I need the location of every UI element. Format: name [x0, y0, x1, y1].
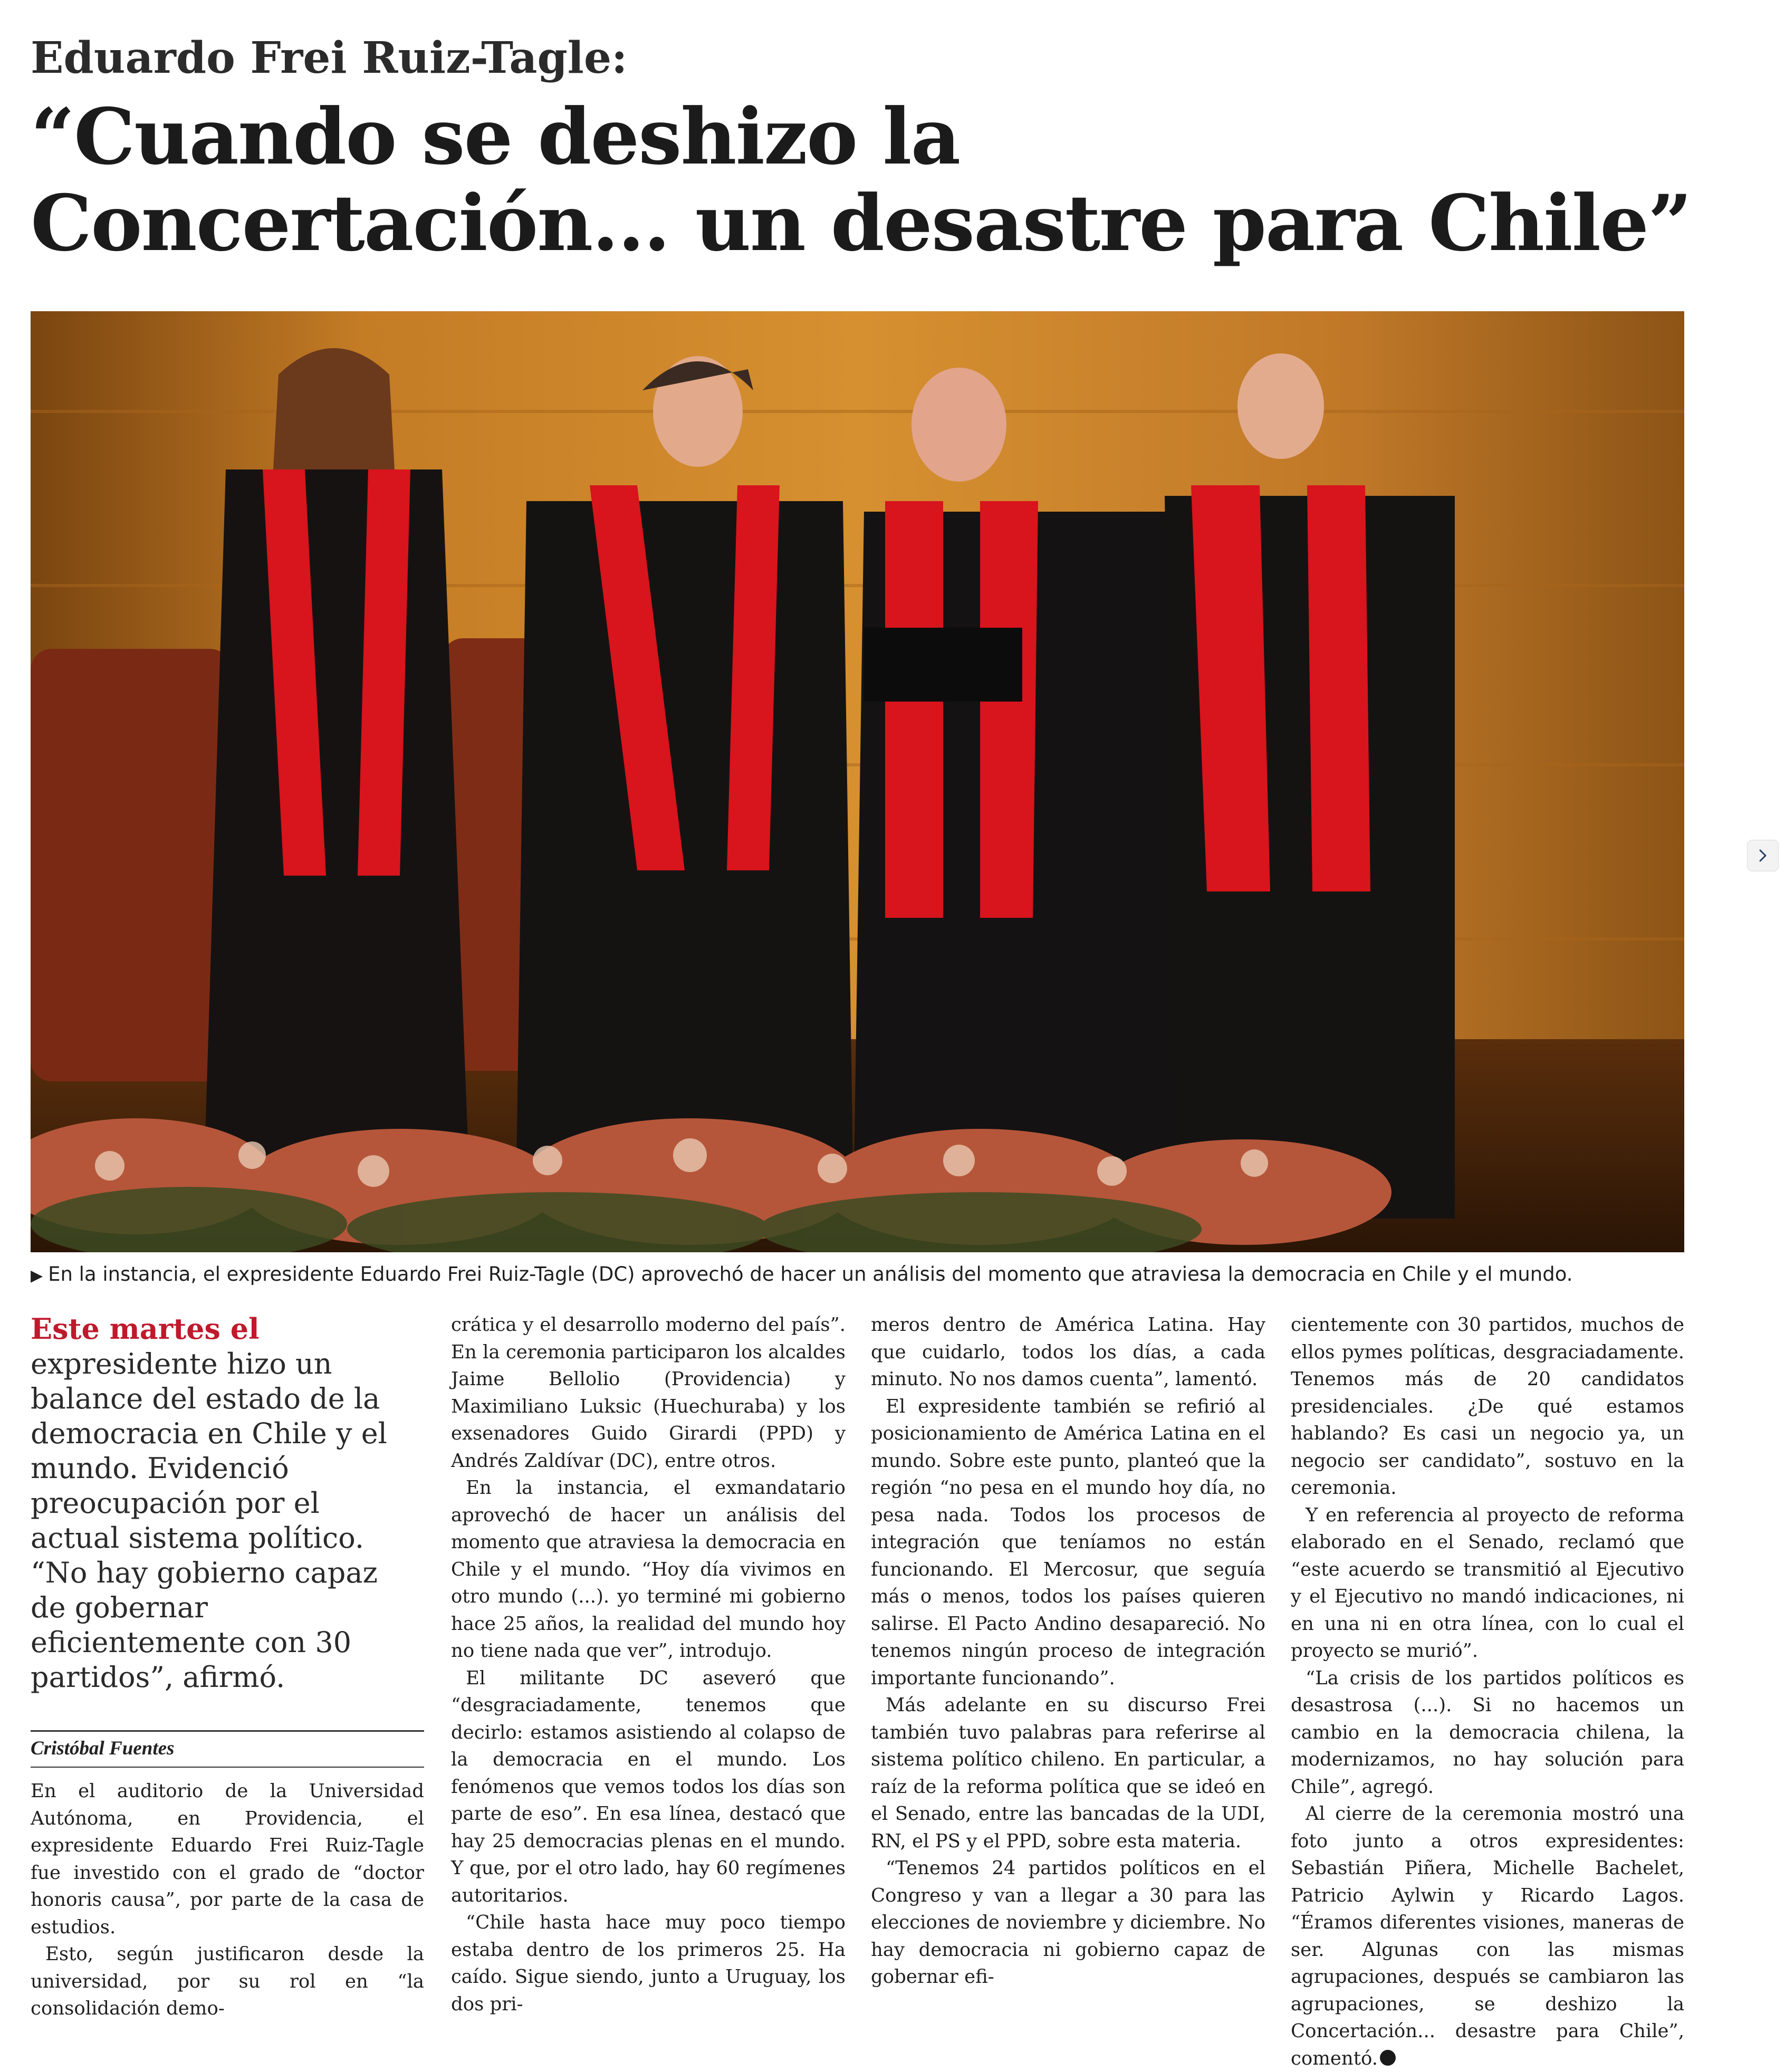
- article-column-2: [451, 1311, 846, 2018]
- article-column-3: [871, 1311, 1265, 1991]
- paragraph: [1291, 1800, 1684, 2072]
- paragraph: En la instancia, el exmandatario aprovechó de hacer un análisis del momento que atraviesa la democracia en Chile y el mundo. “Hoy día vivimos en otro mundo (...). yo terminé mi gobierno hace 25 años, la realidad del mundo hoy no tiene nada que ver”, introdujo.: [451, 1477, 846, 1662]
- paragraph: “Tenemos 24 partidos políticos en el Congreso y van a llegar a 30 para las elecciones de noviembre y diciembre. No hay democracia ni gobierno capaz de gobernar efi-: [871, 1857, 1265, 1988]
- chevron-right-icon: [1755, 848, 1771, 864]
- ceremony-photo: [31, 311, 1684, 1252]
- lede-text: expresidente hizo un balance del estado de la democracia en Chile y el mundo. Evidenció preocupación por el actual sistema político. “No hay gobierno capaz de gobernar eficientemente con 30 partidos”, afirmó.: [31, 1347, 387, 1694]
- paragraph: meros dentro de América Latina. Hay que cuidarlo, todos los días, a cada minuto. No nos damos cuenta”, lamentó.: [871, 1314, 1265, 1390]
- article-column-4: [1291, 1311, 1684, 2072]
- byline-box: [31, 1730, 424, 1768]
- paragraph: “Chile hasta hace muy poco tiempo estaba dentro de los primeros 25. Ha caído. Sigue siendo, junto a Uruguay, los dos pri-: [451, 1912, 846, 2015]
- author-byline: Cristóbal Fuentes: [31, 1738, 175, 1759]
- paragraph: En el auditorio de la Universidad Autónoma, en Providencia, el expresidente Eduardo Frei Ruiz-Tagle fue investido con el grado de “doctor honoris causa”, por parte de la casa de estudios.: [31, 1780, 424, 1938]
- final-paragraph-text: Al cierre de la ceremonia mostró una foto junto a otros expresidentes: Sebastián Piñera, Michelle Bachelet, Patricio Aylwin y Ricardo Lagos. “Éramos diferentes visiones, maneras de ser. Algunas con las mismas agrupaciones, después se cambiaron las agrupaciones, se deshizo la Concertación... desastre para Chile”, comentó.: [1291, 1803, 1684, 2069]
- next-image-button[interactable]: [1747, 840, 1779, 871]
- paragraph: cientemente con 30 partidos, muchos de ellos pymes políticas, desgraciadamente. Tenemos más de 20 candidatos presidenciales. ¿De qué estamos hablando? Es casi un negocio ya, un negocio ser candidato”, sostuvo en la ceremonia.: [1291, 1314, 1684, 1499]
- triangle-right-icon: ▶: [31, 1267, 43, 1285]
- headline-line-1: “Cuando se deshizo la: [31, 92, 960, 182]
- paragraph: Y en referencia al proyecto de reforma elaborado en el Senado, reclamó que “este acuerdo se transmitió al Ejecutivo y el Ejecutivo no mandó indicaciones, ni en una ni en otra línea, con lo cual el proyecto se murió”.: [1291, 1504, 1684, 1662]
- paragraph: El militante DC aseveró que “desgraciadamente, tenemos que decirlo: estamos asistiendo al colapso de la democracia en el mundo. Los fenómenos que vemos todos los días son parte de eso”. En esa línea, destacó que hay 25 democracias plenas en el mundo. Y que, por el otro lado, hay 60 regímenes autoritarios.: [451, 1667, 846, 1906]
- article-headline: [31, 92, 1692, 268]
- bullet-end-icon: [1380, 2050, 1396, 2066]
- paragraph: crática y el desarrollo moderno del país”. En la ceremonia participaron los alcaldes Jaime Bellolio (Providencia) y Maximiliano Luksic (Huechuraba) y los exsenadores Guido Girardi (PPD) y Andrés Zaldívar (DC), entre otros.: [451, 1314, 846, 1472]
- article-column-1: [31, 1778, 424, 2022]
- article-kicker: Eduardo Frei Ruiz-Tagle:: [31, 33, 628, 83]
- photo-caption-text: En la instancia, el expresidente Eduardo Frei Ruiz-Tagle (DC) aprovechó de hacer un análisis del momento que atraviesa la democracia en Chile y el mundo.: [48, 1263, 1573, 1286]
- paragraph: Más adelante en su discurso Frei también tuvo palabras para referirse al sistema político chileno. En particular, a raíz de la reforma política que se ideó en el Senado, entre las bancadas de la UDI, RN, el PS y el PPD, sobre esta materia.: [871, 1694, 1265, 1852]
- paragraph: Esto, según justificaron desde la universidad, por su rol en “la consolidación demo-: [31, 1943, 424, 2019]
- headline-line-2: Concertación... un desastre para Chile”: [31, 178, 1692, 268]
- article-lede: [31, 1311, 416, 1695]
- photo-caption: [31, 1262, 1687, 1288]
- paragraph: El expresidente también se refirió al posicionamiento de América Latina en el mundo. Sobre este punto, planteó que la región “no pesa en el mundo hoy día, no pesa nada. Todos los procesos de integración que teníamos no están funcionando. El Mercosur, que seguía más o menos, todos los países quieren salirse. El Pacto Andino desapareció. No tenemos ningún proceso de integración importante funcionando”.: [871, 1395, 1265, 1689]
- paragraph: “La crisis de los partidos políticos es desastrosa (...). Si no hacemos un cambio en la democracia chilena, la modernizamos, no hay solución para Chile”, agregó.: [1291, 1667, 1684, 1798]
- lede-lead-in: Este martes el: [31, 1312, 260, 1346]
